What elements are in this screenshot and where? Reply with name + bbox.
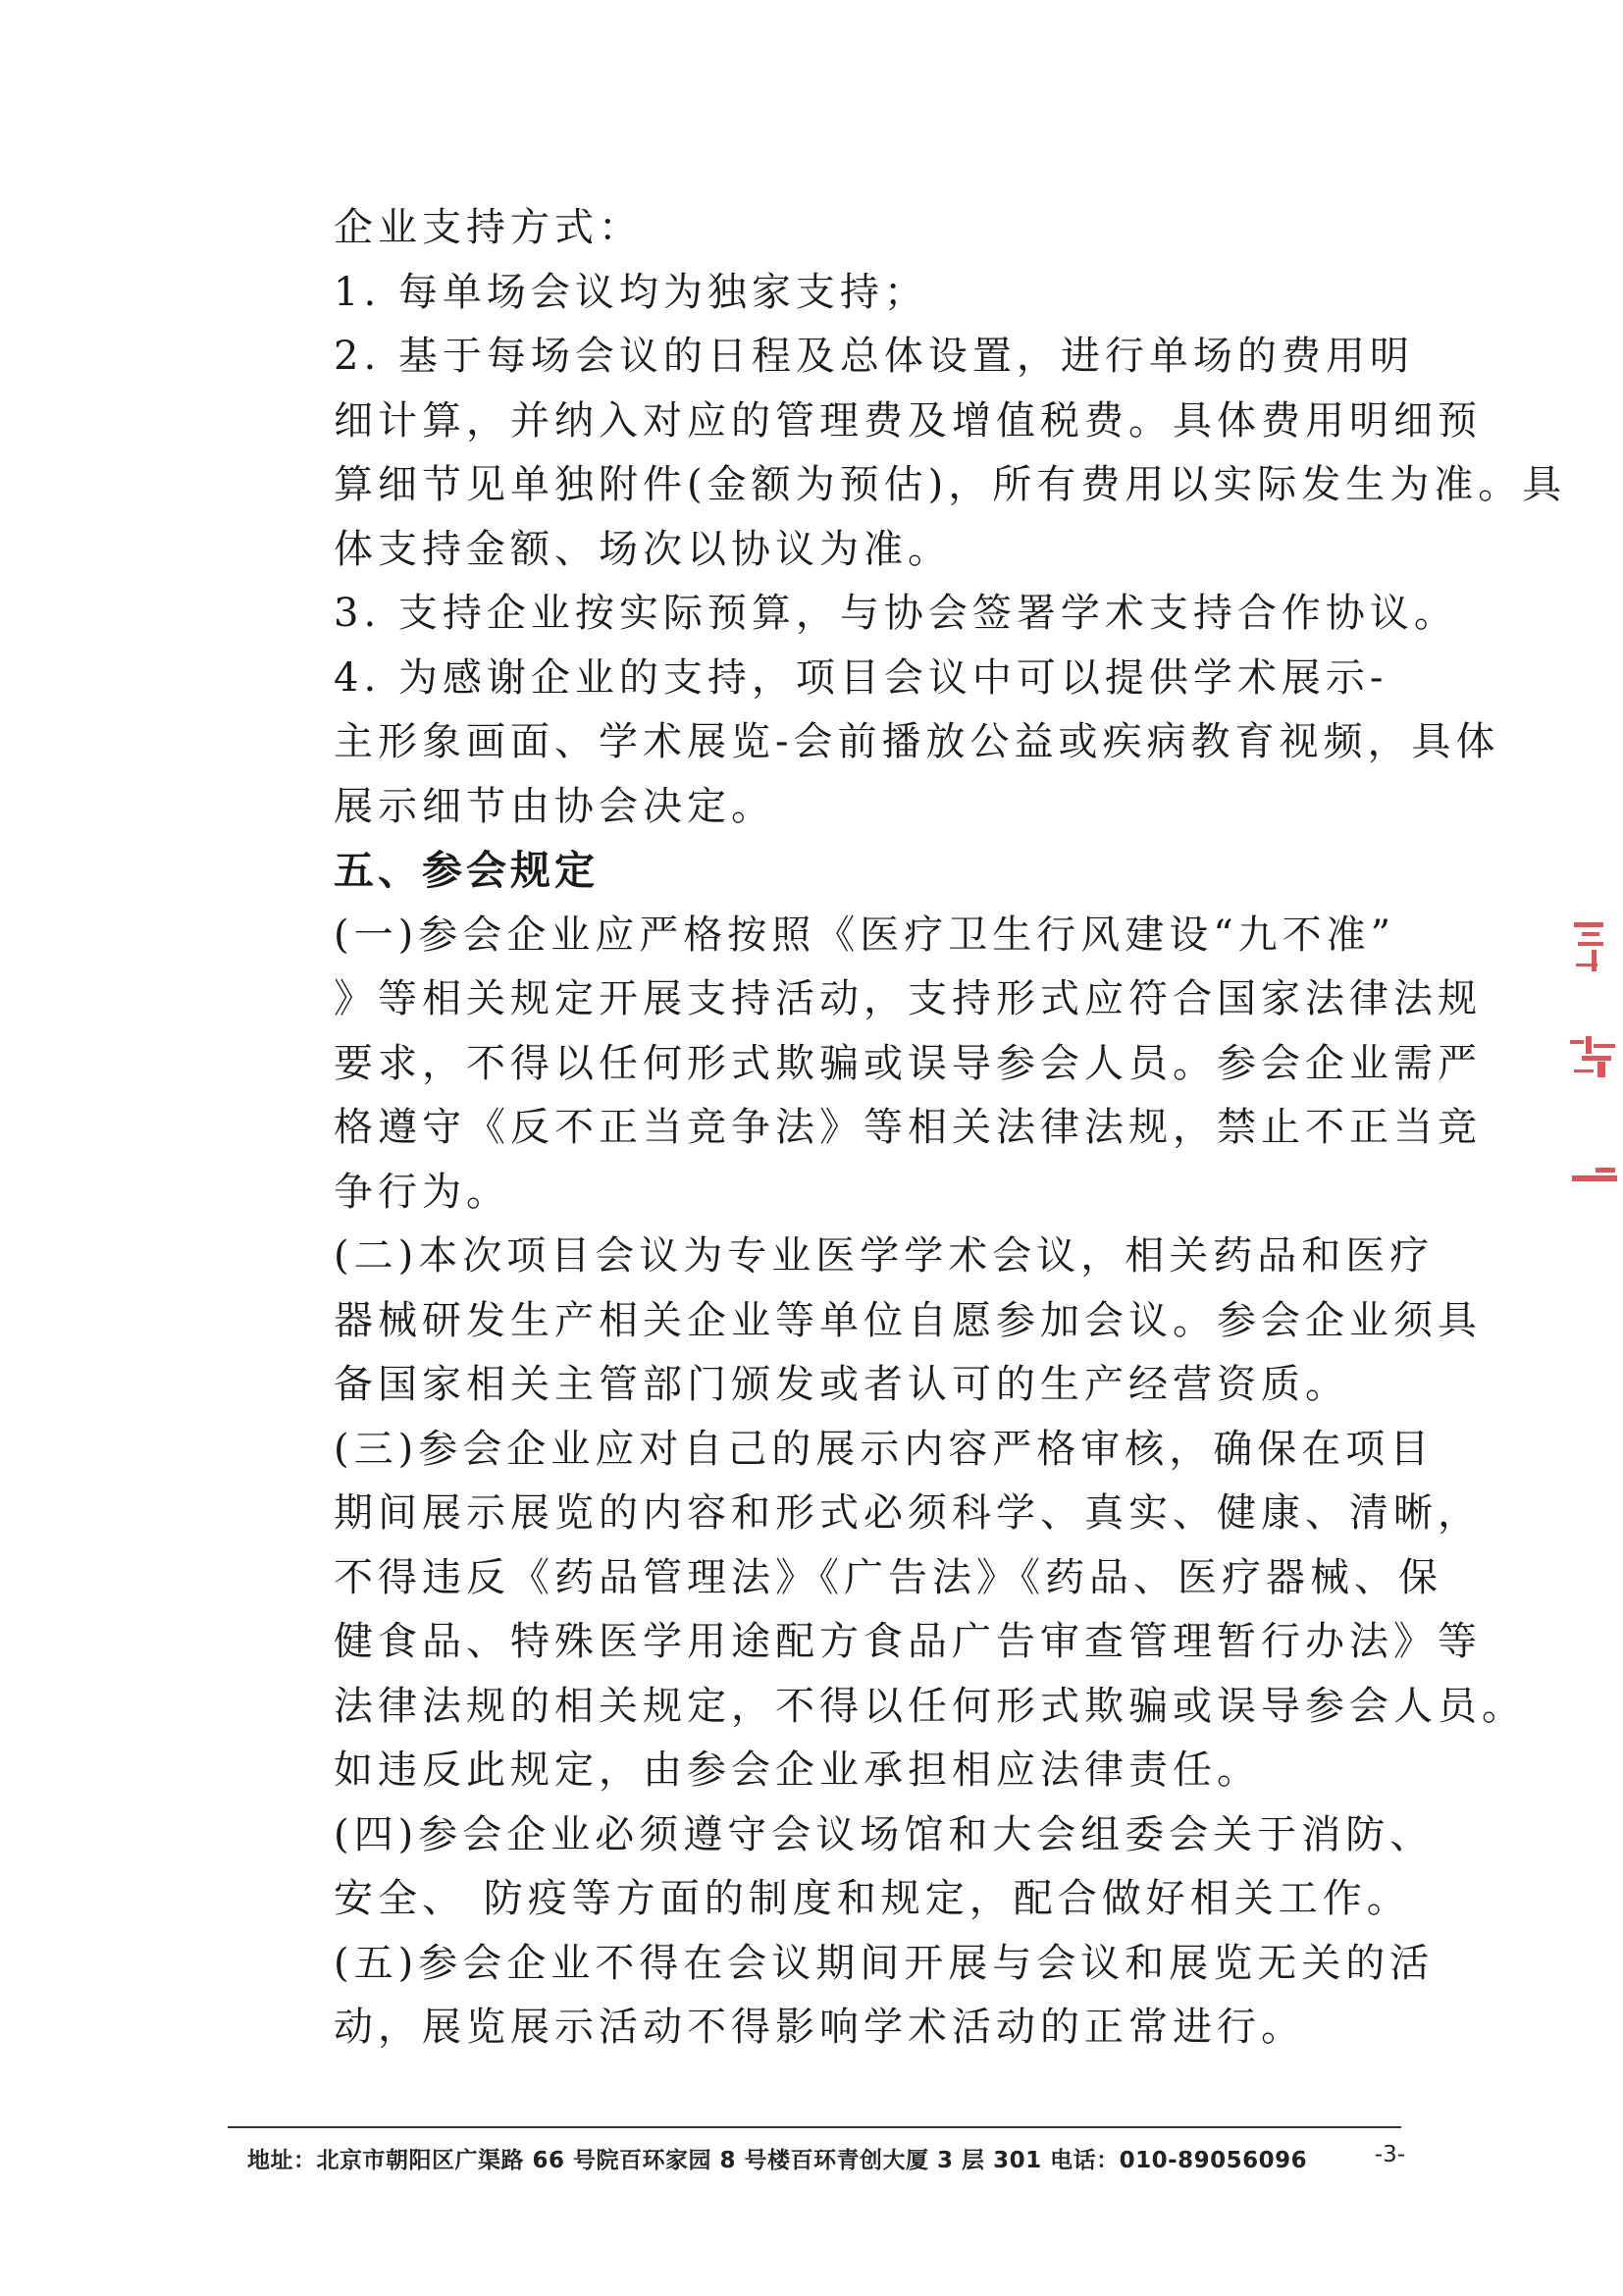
- paragraph: [245, 647, 1500, 840]
- text-line: 法律法规的相关规定，不得以任何形式欺骗或误导参会人员。: [334, 1683, 1526, 1729]
- text-line: (五)参会企业不得在会议期间开展与会议和展览无关的活: [334, 1940, 1435, 1986]
- footer-divider: [228, 2126, 1401, 2128]
- text-line: (四)参会企业必须遵守会议场馆和大会组委会关于消防、: [334, 1811, 1435, 1857]
- text-line: 不得违反《药品管理法》《广告法》《药品、医疗器械、保: [334, 1554, 1442, 1600]
- paragraph: [245, 1418, 1526, 1803]
- paragraph: [245, 904, 1482, 1226]
- text-line: 4. 为感谢企业的支持，项目会议中可以提供学术展示-: [334, 654, 1388, 701]
- text-line: 体支持金额、场次以协议为准。: [334, 526, 952, 572]
- text-line: 企业支持方式：: [334, 205, 643, 250]
- text-line: 算细节见单独附件(金额为预估)，所有费用以实际发生为准。具: [334, 462, 1567, 507]
- text-line: 1. 每单场会议均为独家支持；: [334, 269, 928, 315]
- text-line: 争行为。: [334, 1169, 510, 1215]
- paragraph: [245, 1225, 1482, 1418]
- text-line: 安全、 防疫等方面的制度和规定，配合做好相关工作。: [334, 1876, 1411, 1921]
- paragraph: [245, 196, 1384, 261]
- text-line: 2. 基于每场会议的日程及总体设置，进行单场的费用明: [334, 334, 1414, 379]
- text-line: 3. 支持企业按实际预算，与协会签署学术支持合作协议。: [334, 591, 1458, 636]
- paragraph: [245, 325, 1567, 582]
- text-line: 动，展览展示活动不得影响学术活动的正常进行。: [334, 2005, 1305, 2050]
- text-line: (二)本次项目会议为专业医学学术会议，相关药品和医疗: [334, 1233, 1435, 1278]
- paragraph: [245, 582, 1458, 647]
- text-line: 如违反此规定，由参会企业承担相应法律责任。: [334, 1748, 1261, 1793]
- text-line: 五、参会规定: [334, 847, 599, 894]
- page-number: -3-: [1374, 2142, 1405, 2167]
- section-heading: [245, 839, 1384, 904]
- text-line: 器械研发生产相关企业等单位自愿参加会议。参会企业须具: [334, 1297, 1482, 1343]
- paragraph: [245, 261, 1384, 326]
- text-line: 备国家相关主管部门颁发或者认可的生产经营资质。: [334, 1362, 1349, 1407]
- footer-address: 地址：北京市朝阳区广渠路 66 号院百环家园 8 号楼百环青创大厦 3 层 301 电话：010-89056096: [247, 2148, 1308, 2173]
- text-line: 期间展示展览的内容和形式必须科学、真实、健康、清晰，: [334, 1490, 1482, 1536]
- text-line: 展示细节由协会决定。: [334, 783, 775, 829]
- text-line: 细计算，并纳入对应的管理费及增值税费。具体费用明细预: [334, 397, 1482, 444]
- document-body: [245, 196, 1567, 2061]
- paragraph: [245, 1932, 1435, 2061]
- text-line: 主形象画面、学术展览-会前播放公益或疾病教育视频，具体: [334, 719, 1500, 764]
- text-line: (三)参会企业应对自己的展示内容严格审核，确保在项目: [334, 1426, 1435, 1472]
- text-line: 要求，不得以任何形式欺骗或误导参会人员。参会企业需严: [334, 1040, 1482, 1086]
- text-line: 格遵守《反不正当竞争法》等相关法律法规，禁止不正当竞: [334, 1105, 1482, 1150]
- paragraph: [245, 1803, 1435, 1932]
- text-line: (一)参会企业应严格按照《医疗卫生行风建设“九不准”: [334, 912, 1396, 958]
- text-line: 健食品、特殊医学用途配方食品广告审查管理暂行办法》等: [334, 1619, 1482, 1664]
- seal-stamp-edge: [1568, 922, 1623, 1276]
- text-line: 》等相关规定开展支持活动，支持形式应符合国家法律法规: [334, 976, 1482, 1021]
